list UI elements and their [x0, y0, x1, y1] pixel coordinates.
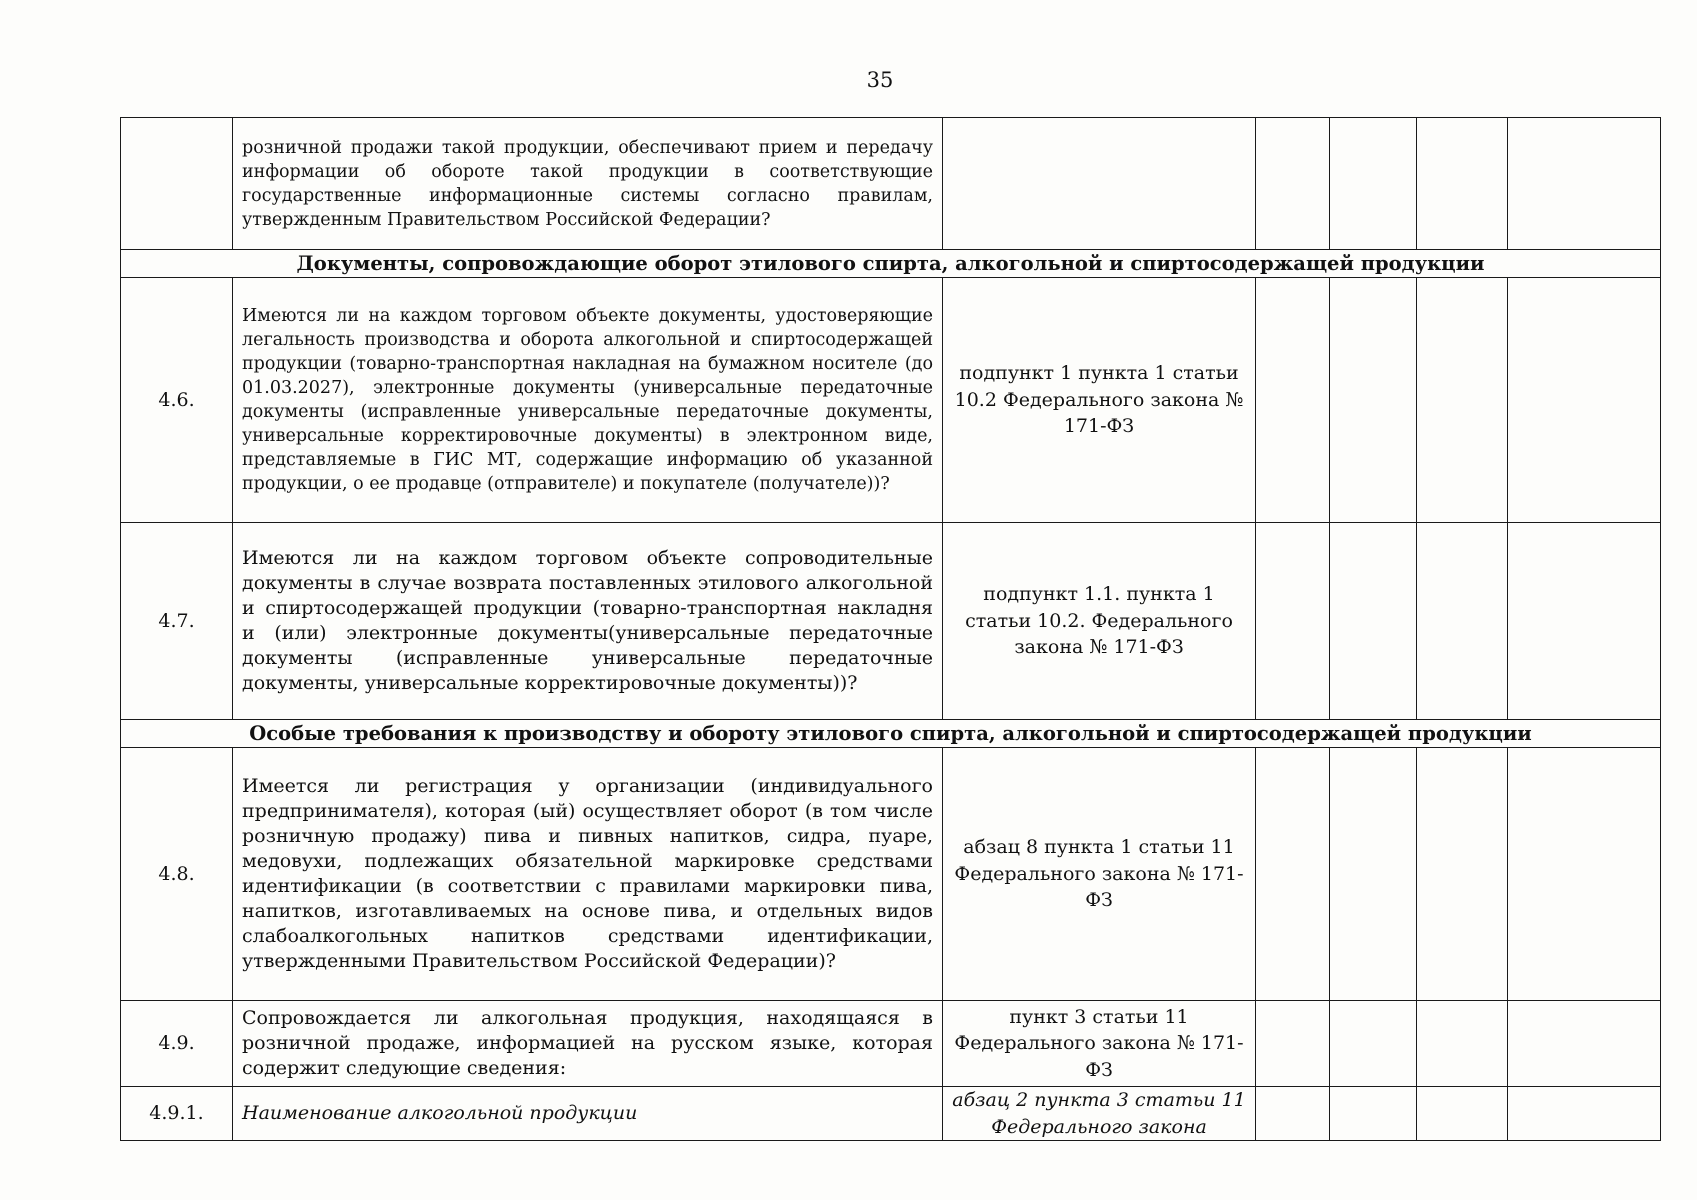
item-legal-basis: [943, 118, 1256, 250]
item-question: Имеется ли регистрация у организации (индивидуального предпринимателя), которая (ый) осуществляет оборот (в том числе розничную продажу) пива и пивных напитков, сидра, пуаре, медовухи, подлежащих обязательной маркировке средствами идентификации (в соответствии с правилами маркировки пива, напитков, изготавливаемых на основе пива, и отдельных видов слабоалкогольных напитков средствами идентификации, утвержденными Правительством Российской Федерации)?: [233, 748, 943, 1001]
answer-na-cell: [1417, 523, 1508, 720]
section-title: Особые требования к производству и обороту этилового спирта, алкогольной и спиртосодержащей продукции: [121, 720, 1661, 748]
answer-no-cell: [1330, 1001, 1417, 1087]
section-header: [121, 250, 1661, 278]
notes-cell: [1508, 1001, 1661, 1087]
item-legal-basis: абзац 2 пункта 3 статьи 11 Федерального закона: [943, 1087, 1256, 1141]
item-legal-basis: подпункт 1.1. пункта 1 статьи 10.2. Федерального закона № 171-ФЗ: [943, 523, 1256, 720]
item-legal-basis: подпункт 1 пункта 1 статьи 10.2 Федерального закона № 171-ФЗ: [943, 278, 1256, 523]
answer-no-cell: [1330, 748, 1417, 1001]
section-title: Документы, сопровождающие оборот этилового спирта, алкогольной и спиртосодержащей продукции: [121, 250, 1661, 278]
notes-cell: [1508, 118, 1661, 250]
item-number: 4.9.: [121, 1001, 233, 1087]
item-legal-basis: пункт 3 статьи 11 Федерального закона № 171-ФЗ: [943, 1001, 1256, 1087]
item-question: Имеются ли на каждом торговом объекте сопроводительные документы в случае возврата поставленных этилового алкогольной и спиртосодержащей продукции (товарно-транспортная накладня и (или) электронные документы(универсальные передаточные документы (исправленные универсальные передаточные документы, универсальные корректировочные документы))?: [233, 523, 943, 720]
table-row: [121, 118, 1661, 250]
notes-cell: [1508, 748, 1661, 1001]
checklist-table: [120, 117, 1661, 1141]
answer-yes-cell: [1256, 1087, 1330, 1141]
item-question: Сопровождается ли алкогольная продукция, находящаяся в розничной продаже, информацией на русском языке, которая содержит следующие сведения:: [233, 1001, 943, 1087]
answer-yes-cell: [1256, 118, 1330, 250]
table-row: [121, 1001, 1661, 1087]
answer-no-cell: [1330, 1087, 1417, 1141]
answer-yes-cell: [1256, 523, 1330, 720]
answer-na-cell: [1417, 278, 1508, 523]
answer-no-cell: [1330, 523, 1417, 720]
page-number: 35: [866, 68, 894, 92]
answer-na-cell: [1417, 748, 1508, 1001]
answer-yes-cell: [1256, 278, 1330, 523]
item-number: 4.6.: [121, 278, 233, 523]
item-question: розничной продажи такой продукции, обеспечивают прием и передачу информации об обороте такой продукции в соответствующие государственные информационные системы согласно правилам, утвержденным Правительством Российской Федерации?: [233, 118, 943, 250]
notes-cell: [1508, 278, 1661, 523]
answer-no-cell: [1330, 278, 1417, 523]
answer-yes-cell: [1256, 1001, 1330, 1087]
table-row: [121, 748, 1661, 1001]
answer-na-cell: [1417, 1087, 1508, 1141]
answer-na-cell: [1417, 118, 1508, 250]
table-row: [121, 1087, 1661, 1141]
item-number: [121, 118, 233, 250]
answer-no-cell: [1330, 118, 1417, 250]
answer-yes-cell: [1256, 748, 1330, 1001]
item-question: Имеются ли на каждом торговом объекте документы, удостоверяющие легальность производства и оборота алкогольной и спиртосодержащей продукции (товарно-транспортная накладная на бумажном носителе (до 01.03.2027), электронные документы (универсальные передаточные документы (исправленные универсальные передаточные документы, универсальные корректировочные документы) в электронном виде, представляемые в ГИС МТ, содержащие информацию об указанной продукции, о ее продавце (отправителе) и покупателе (получателе))?: [233, 278, 943, 523]
table-row: [121, 278, 1661, 523]
section-header: [121, 720, 1661, 748]
notes-cell: [1508, 1087, 1661, 1141]
item-number: 4.8.: [121, 748, 233, 1001]
item-number: 4.9.1.: [121, 1087, 233, 1141]
item-number: 4.7.: [121, 523, 233, 720]
item-legal-basis: абзац 8 пункта 1 статьи 11 Федерального закона № 171-ФЗ: [943, 748, 1256, 1001]
notes-cell: [1508, 523, 1661, 720]
table-row: [121, 523, 1661, 720]
answer-na-cell: [1417, 1001, 1508, 1087]
item-question: Наименование алкогольной продукции: [233, 1087, 943, 1141]
